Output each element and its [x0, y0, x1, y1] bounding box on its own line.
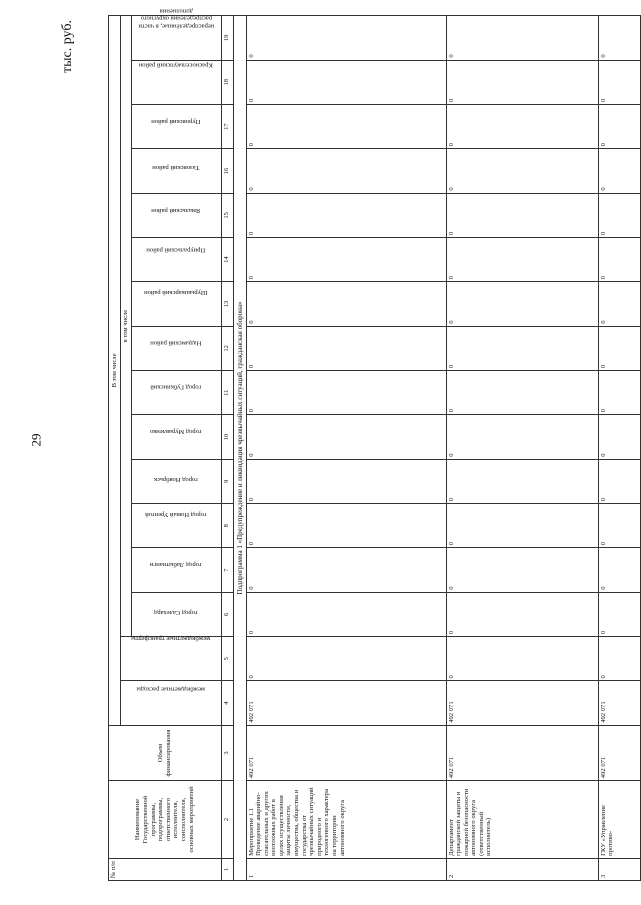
budget-table: [108, 6, 641, 881]
row-value: 0: [246, 371, 446, 415]
row-value: 0: [446, 592, 598, 636]
column-number: 12: [221, 326, 233, 370]
column-number: 16: [221, 149, 233, 193]
row-value: 0: [246, 149, 446, 193]
row-transfers: 0: [246, 637, 446, 681]
row-value: 0: [598, 459, 640, 503]
column-number: 3: [221, 725, 233, 780]
header-num: № п/п: [109, 858, 222, 880]
row-value: 0: [446, 415, 598, 459]
column-number: 13: [221, 282, 233, 326]
header-municipality: нераспределённые, в части распределения округного дополнения: [131, 16, 221, 61]
header-municipality: Ямальский район: [131, 193, 221, 237]
header-municipality: Приуральский район: [131, 238, 221, 282]
row-value: 0: [446, 60, 598, 104]
column-number: 2: [221, 781, 233, 859]
row-num: 2: [446, 858, 598, 880]
column-number: 8: [221, 504, 233, 548]
row-value: 0: [598, 326, 640, 370]
row-value: 0: [246, 459, 446, 503]
header-municipality: город Лабытнанги: [131, 548, 221, 592]
column-number: 10: [221, 415, 233, 459]
row-expenses: 492 071: [598, 681, 640, 725]
row-transfers: 0: [446, 637, 598, 681]
row-value: 0: [246, 16, 446, 61]
row-value: 0: [246, 104, 446, 148]
row-value: 0: [446, 504, 598, 548]
row-volume: 492 071: [446, 725, 598, 780]
column-number: 1: [221, 858, 233, 880]
table-wrapper: [108, 6, 628, 881]
row-value: 0: [246, 282, 446, 326]
row-expenses: 492 071: [246, 681, 446, 725]
column-numbers-row: [221, 16, 233, 881]
row-num: 1: [246, 858, 446, 880]
row-value: 0: [446, 548, 598, 592]
subprogram-row: [233, 16, 246, 881]
row-value: 0: [446, 16, 598, 61]
row-transfers: 0: [598, 637, 640, 681]
row-value: 0: [598, 60, 640, 104]
row-value: 0: [246, 193, 446, 237]
header-municipality: город Салехард: [131, 592, 221, 636]
header-municipality: Красноселькупский район: [131, 60, 221, 104]
row-value: 0: [246, 238, 446, 282]
row-num: 3: [598, 858, 640, 880]
header-expenses: межбюджетные расходы: [121, 681, 222, 725]
row-name: ГКУ «Управление противо-: [598, 781, 640, 859]
row-value: 0: [598, 16, 640, 61]
column-number: 15: [221, 193, 233, 237]
header-municipality: Тазовский район: [131, 149, 221, 193]
header-municipality: город Муравленко: [131, 415, 221, 459]
row-value: 0: [446, 459, 598, 503]
row-name: Департамент гражданской защиты и пожарной безопасности автономного округа (ответственный исполнитель): [446, 781, 598, 859]
row-value: 0: [598, 504, 640, 548]
column-number: 9: [221, 459, 233, 503]
row-value: 0: [598, 548, 640, 592]
units-label: тыс. руб.: [60, 20, 75, 73]
row-value: 0: [446, 104, 598, 148]
header-municipality: Пуровский район: [131, 104, 221, 148]
header-volume: Объем финансирования: [109, 725, 222, 780]
row-value: 0: [446, 326, 598, 370]
table-row: [598, 16, 640, 881]
row-value: 0: [246, 504, 446, 548]
header-municipality: Шурышкарский район: [131, 282, 221, 326]
table-row: [246, 16, 446, 881]
row-value: 0: [246, 60, 446, 104]
header-municipality: город Новый Уренгой: [131, 504, 221, 548]
row-volume: 492 071: [598, 725, 640, 780]
header-transfers: межбюджетные трансферты: [121, 637, 222, 681]
column-number: 19: [221, 16, 233, 61]
header-in-that-number: В том числе: [109, 16, 121, 726]
row-value: 0: [446, 149, 598, 193]
row-value: 0: [246, 326, 446, 370]
subprogram-title: Подпрограмма 1 «Предупреждение и ликвидация чрезвычайных ситуаций, гражданская оборона»: [233, 16, 246, 881]
row-value: 0: [446, 193, 598, 237]
row-value: 0: [598, 592, 640, 636]
row-value: 0: [446, 282, 598, 326]
header-name: Наименование Государственной программы, подпрограммы, ответственного исполнителя, соисполнителя, основных мероприятий: [109, 781, 222, 859]
column-number: 7: [221, 548, 233, 592]
column-number: 6: [221, 592, 233, 636]
column-number: 5: [221, 637, 233, 681]
header-municipality: город Губкинский: [131, 371, 221, 415]
page-number: 29: [28, 433, 44, 447]
column-number: 11: [221, 371, 233, 415]
row-value: 0: [598, 149, 640, 193]
row-value: 0: [598, 104, 640, 148]
column-number: 4: [221, 681, 233, 725]
table-row: [446, 16, 598, 881]
row-value: 0: [246, 548, 446, 592]
row-value: 0: [246, 592, 446, 636]
header-including: в том числе: [121, 16, 132, 637]
row-expenses: 492 071: [446, 681, 598, 725]
row-value: 0: [246, 415, 446, 459]
row-value: 0: [598, 371, 640, 415]
column-number: 14: [221, 238, 233, 282]
column-number: 17: [221, 104, 233, 148]
column-number: 18: [221, 60, 233, 104]
row-value: 0: [598, 282, 640, 326]
row-value: 0: [598, 238, 640, 282]
header-municipality: Надымский район: [131, 326, 221, 370]
row-name: Мероприятие 1.1 Проведение аварийно-спасательных и других неотложных работ в целях осуществления защиты личности, имущества, общества и государства от чрезвычайных ситуаций природного и техногенного характера на территории автономного округа: [246, 781, 446, 859]
row-value: 0: [446, 371, 598, 415]
row-value: 0: [598, 193, 640, 237]
row-value: 0: [446, 238, 598, 282]
row-value: 0: [598, 415, 640, 459]
row-volume: 492 071: [246, 725, 446, 780]
header-municipality: город Ноябрьск: [131, 459, 221, 503]
